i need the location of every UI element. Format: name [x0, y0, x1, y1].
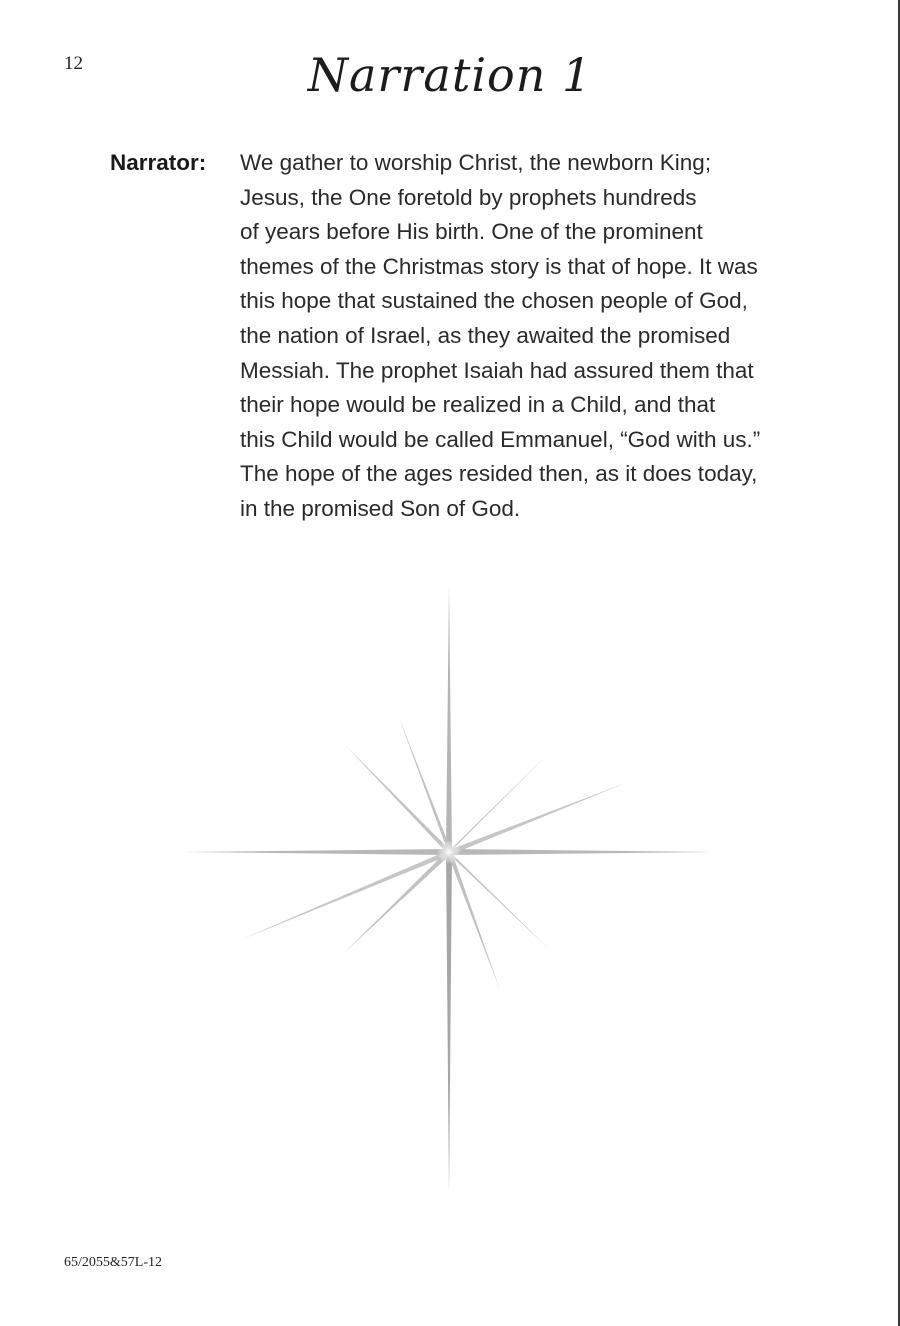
star-ray	[448, 850, 552, 952]
star-ray	[398, 715, 451, 852]
footer-code: 65/2055&57L-12	[64, 1255, 162, 1270]
speaker-label: Narrator:	[110, 150, 207, 175]
narration-line: Jesus, the One foretold by prophets hundreds	[240, 184, 697, 210]
narration-text	[240, 146, 810, 527]
narration-line: of years before His birth. One of the prominent	[240, 219, 703, 245]
star-ray	[449, 849, 715, 855]
narration-line: the nation of Israel, as they awaited the promised	[240, 322, 731, 348]
star-icon	[180, 580, 720, 1200]
narration-line: this hope that sustained the chosen people of God,	[240, 288, 748, 314]
page-title: Narration 1	[307, 48, 593, 102]
narration-line: themes of the Christmas story is that of hope. It was	[240, 253, 758, 279]
star-ray	[446, 585, 452, 852]
star-center	[437, 840, 461, 864]
narration-line: this Child would be called Emmanuel, “God with us.”	[240, 426, 761, 452]
narration-line: Messiah. The prophet Isaiah had assured them that	[240, 357, 754, 383]
star-ray	[185, 849, 449, 855]
star-ray	[240, 850, 450, 940]
star-ray	[345, 850, 450, 952]
star-ray	[345, 745, 450, 854]
star-ray	[447, 850, 500, 990]
page-number: 12	[64, 53, 83, 74]
star-ray	[446, 852, 452, 1195]
narration-line: The hope of the ages resided then, as it does today,	[240, 461, 758, 487]
narration-line: We gather to worship Christ, the newborn King;	[240, 150, 712, 175]
star-ray	[449, 782, 628, 855]
narration-line: in the promised Son of God.	[240, 495, 521, 521]
star-ray	[448, 752, 550, 854]
narration-line: their hope would be realized in a Child, and that	[240, 392, 716, 418]
